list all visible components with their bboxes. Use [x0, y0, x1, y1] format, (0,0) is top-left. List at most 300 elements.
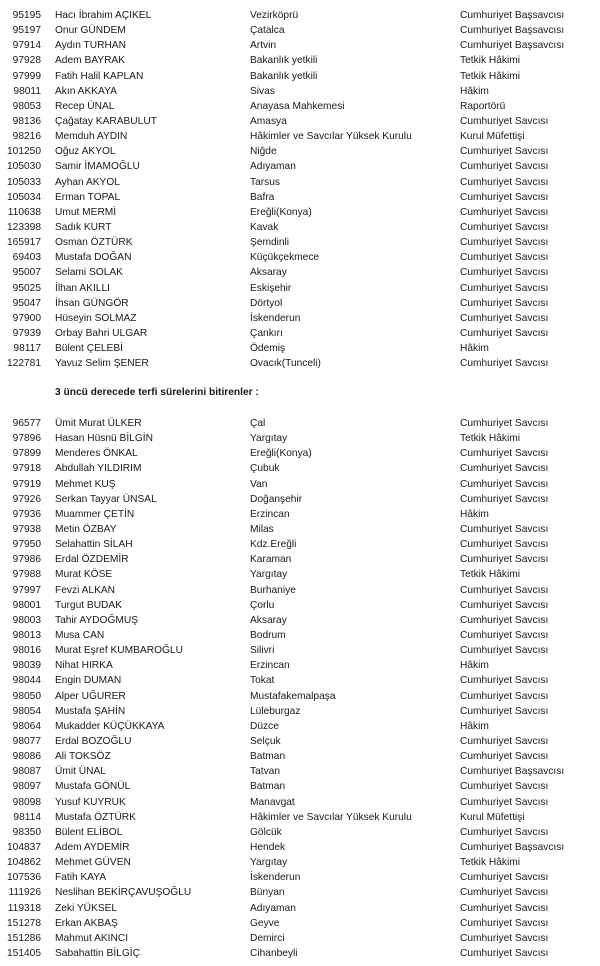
location: Erzincan — [250, 508, 290, 520]
registry-number: 104862 — [7, 857, 41, 869]
person-name: Mukadder KÜÇÜKKAYA — [55, 720, 165, 732]
location: Ödemiş — [250, 343, 286, 355]
table-row — [0, 901, 600, 916]
person-name: Serkan Tayyar ÜNSAL — [55, 493, 157, 505]
registry-number: 69403 — [12, 252, 41, 264]
table-row — [0, 431, 600, 446]
location: Cihanbeyli — [250, 947, 298, 959]
registry-number: 95195 — [12, 10, 41, 21]
table-row — [0, 461, 600, 476]
table-row — [0, 673, 600, 688]
person-name: Çağatay KARABULUT — [55, 115, 157, 127]
table-row — [0, 356, 600, 371]
table-row — [0, 38, 600, 53]
location: Hâkimler ve Savcılar Yüksek Kurulu — [250, 811, 412, 823]
registry-number: 97928 — [12, 55, 41, 67]
person-name: Hacı İbrahim AÇIKEL — [55, 10, 152, 21]
location: Bakanlık yetkili — [250, 55, 318, 67]
registry-number: 98064 — [12, 720, 41, 732]
position-title: Cumhuriyet Savcısı — [460, 418, 549, 429]
registry-number: 97938 — [12, 523, 41, 535]
table-row — [0, 492, 600, 507]
position-title: Cumhuriyet Savcısı — [460, 191, 549, 203]
location: Çorlu — [250, 599, 275, 611]
registry-number: 97896 — [12, 433, 41, 445]
location: Çankırı — [250, 327, 283, 339]
position-title: Hâkim — [460, 85, 489, 97]
location: Yargıtay — [250, 857, 288, 869]
person-name: Mustafa ŞAHİN — [55, 705, 126, 717]
position-title: Hâkim — [460, 660, 489, 672]
position-title: Cumhuriyet Savcısı — [460, 751, 549, 763]
position-title: Cumhuriyet Savcısı — [460, 523, 549, 535]
position-title: Tetkik Hâkimi — [460, 70, 520, 82]
person-name: Mustafa ÖZTÜRK — [55, 811, 136, 823]
person-name: Murat Eşref KUMBAROĞLU — [55, 645, 183, 657]
table-row — [0, 144, 600, 159]
position-title: Cumhuriyet Savcısı — [460, 705, 549, 717]
registry-number: 97997 — [12, 584, 41, 596]
person-name: Mehmet KUŞ — [55, 478, 116, 490]
location: Şemdinli — [250, 237, 290, 249]
position-title: Cumhuriyet Savcısı — [460, 917, 549, 929]
registry-number: 111926 — [8, 887, 41, 899]
person-name: Sabahattin BİLGİÇ — [55, 947, 140, 959]
position-title: Hâkim — [460, 343, 489, 355]
position-title: Cumhuriyet Savcısı — [460, 675, 549, 687]
location: Aksaray — [250, 614, 287, 626]
location: İskenderun — [250, 872, 301, 884]
table-row — [0, 885, 600, 900]
registry-number: 98117 — [13, 343, 41, 355]
table-row — [0, 658, 600, 673]
table-row — [0, 734, 600, 749]
registry-number: 98001 — [12, 599, 41, 611]
position-title: Kurul Müfettişi — [460, 131, 525, 143]
position-title: Cumhuriyet Savcısı — [460, 690, 549, 702]
position-title: Cumhuriyet Savcısı — [460, 115, 549, 127]
registry-number: 97999 — [12, 70, 41, 82]
table-row — [0, 114, 600, 129]
registry-number: 98054 — [12, 705, 41, 717]
position-title: Cumhuriyet Savcısı — [460, 614, 549, 626]
position-title: Cumhuriyet Savcısı — [460, 781, 549, 793]
registry-number: 105034 — [7, 191, 41, 203]
table-row — [0, 296, 600, 311]
position-title: Cumhuriyet Başsavcısı — [460, 766, 565, 778]
position-title: Cumhuriyet Başsavcısı — [460, 841, 565, 853]
registry-number: 97919 — [12, 478, 41, 490]
registry-number: 98053 — [12, 100, 41, 112]
table-row — [0, 522, 600, 537]
person-name: Recep ÜNAL — [55, 100, 115, 112]
position-title: Cumhuriyet Savcısı — [460, 826, 549, 838]
position-title: Cumhuriyet Savcısı — [460, 645, 549, 657]
registry-number: 98097 — [12, 781, 41, 793]
table-row — [0, 23, 600, 38]
table-row — [0, 99, 600, 114]
table-row — [0, 795, 600, 810]
location: Ovacık(Tunceli) — [250, 358, 321, 370]
location: Van — [250, 478, 268, 490]
registry-number: 123398 — [7, 221, 41, 233]
registry-number: 97900 — [12, 312, 41, 324]
position-title: Cumhuriyet Savcısı — [460, 282, 549, 294]
location: Adıyaman — [250, 161, 296, 173]
registry-number: 98350 — [12, 826, 41, 838]
registry-number: 98077 — [12, 735, 41, 747]
table-row — [0, 311, 600, 326]
table-row — [0, 643, 600, 658]
location: Demirci — [250, 932, 285, 944]
table-row — [0, 537, 600, 552]
registry-number: 165917 — [7, 237, 41, 249]
table-row — [0, 129, 600, 144]
registry-number: 98044 — [12, 675, 41, 687]
table-row — [0, 870, 600, 885]
table-row — [0, 250, 600, 265]
position-title: Cumhuriyet Savcısı — [460, 796, 549, 808]
location: Yargıtay — [250, 433, 288, 445]
position-title: Cumhuriyet Savcısı — [460, 206, 549, 218]
person-name: Turgut BUDAK — [55, 599, 122, 611]
location: Bünyan — [250, 887, 285, 899]
position-title: Cumhuriyet Savcısı — [460, 932, 549, 944]
position-title: Cumhuriyet Savcısı — [460, 947, 549, 959]
table-row — [0, 855, 600, 870]
location: Adıyaman — [250, 902, 296, 914]
position-title: Cumhuriyet Savcısı — [460, 297, 549, 309]
registry-number: 97918 — [12, 463, 41, 475]
table-row — [0, 446, 600, 461]
registry-number: 97926 — [12, 493, 41, 505]
location: Erzincan — [250, 660, 290, 672]
person-name: Osman ÖZTÜRK — [55, 237, 133, 249]
location: Batman — [250, 781, 286, 793]
person-name: Nihat HIRKA — [55, 660, 113, 672]
registry-number: 107536 — [7, 872, 41, 884]
location: Hendek — [250, 841, 286, 853]
location: Silivri — [250, 645, 275, 657]
registry-number: 119318 — [7, 902, 41, 914]
table-row — [0, 53, 600, 68]
person-name: Alper UĞURER — [55, 690, 126, 702]
location: Küçükçekmece — [250, 252, 320, 264]
table-row — [0, 205, 600, 220]
registry-number: 98087 — [12, 766, 41, 778]
location: Doğanşehir — [250, 493, 303, 505]
position-title: Cumhuriyet Savcısı — [460, 554, 549, 566]
table-row — [0, 190, 600, 205]
position-title: Cumhuriyet Savcısı — [460, 735, 549, 747]
registry-number: 105033 — [7, 176, 41, 188]
registry-number: 122781 — [7, 358, 41, 370]
person-name: Hasan Hüsnü BİLGİN — [55, 433, 153, 445]
location: Ereğli(Konya) — [250, 448, 312, 460]
table-row — [0, 583, 600, 598]
registry-number: 98039 — [12, 660, 41, 672]
location: Bafra — [250, 191, 275, 203]
person-name: Ayhan AKYOL — [55, 176, 120, 188]
appointment-list-top — [0, 8, 600, 371]
position-title: Cumhuriyet Savcısı — [460, 493, 549, 505]
person-name: Bülent ÇELEBİ — [55, 343, 123, 355]
table-row — [0, 764, 600, 779]
person-name: Oğuz AKYOL — [55, 146, 116, 158]
table-row — [0, 220, 600, 235]
table-row — [0, 159, 600, 174]
position-title: Cumhuriyet Savcısı — [460, 629, 549, 641]
person-name: İlhan AKILLI — [55, 282, 110, 294]
section-heading: 3 üncü derecede terfi sürelerini bitirenler : — [55, 387, 259, 398]
location: Batman — [250, 751, 286, 763]
table-row — [0, 69, 600, 84]
position-title: Tetkik Hâkimi — [460, 857, 520, 869]
registry-number: 151405 — [7, 947, 41, 959]
registry-number: 95047 — [12, 297, 41, 309]
person-name: Mahmut AKINCI — [55, 932, 129, 944]
location: Hâkimler ve Savcılar Yüksek Kurulu — [250, 131, 412, 143]
table-row — [0, 931, 600, 946]
registry-number: 98216 — [12, 131, 41, 143]
registry-number: 96577 — [12, 418, 41, 429]
registry-number: 98003 — [12, 614, 41, 626]
person-name: Adem BAYRAK — [55, 55, 126, 67]
person-name: Samir İMAMOĞLU — [55, 161, 140, 173]
position-title: Cumhuriyet Savcısı — [460, 358, 549, 370]
appointment-list-third-degree — [0, 416, 600, 961]
registry-number: 97986 — [12, 554, 41, 566]
person-name: İhsan GÜNGÖR — [55, 297, 129, 309]
person-name: Ümit ÜNAL — [55, 766, 106, 778]
location: Çatalca — [250, 25, 285, 37]
position-title: Cumhuriyet Savcısı — [460, 872, 549, 884]
registry-number: 97939 — [12, 327, 41, 339]
table-row — [0, 916, 600, 931]
position-title: Cumhuriyet Başsavcısı — [460, 40, 565, 52]
location: Dörtyol — [250, 297, 283, 309]
table-row — [0, 84, 600, 99]
position-title: Cumhuriyet Savcısı — [460, 478, 549, 490]
registry-number: 101250 — [7, 146, 41, 158]
registry-number: 97899 — [12, 448, 41, 460]
person-name: Umut MERMİ — [55, 206, 117, 218]
location: Sivas — [250, 85, 275, 97]
registry-number: 98011 — [13, 85, 41, 97]
registry-number: 95197 — [12, 25, 41, 37]
person-name: Mustafa DOĞAN — [55, 252, 132, 264]
registry-number: 98016 — [12, 645, 41, 657]
person-name: Ali TOKSÖZ — [55, 751, 111, 763]
person-name: Sadık KURT — [55, 221, 112, 233]
person-name: Engin DUMAN — [55, 675, 122, 687]
position-title: Cumhuriyet Başsavcısı — [460, 10, 565, 21]
person-name: Murat KÖSE — [55, 569, 113, 581]
table-row — [0, 613, 600, 628]
person-name: Fevzi ALKAN — [55, 584, 116, 596]
location: Selçuk — [250, 735, 281, 747]
position-title: Cumhuriyet Savcısı — [460, 599, 549, 611]
location: Bakanlık yetkili — [250, 70, 318, 82]
person-name: Tahir AYDOĞMUŞ — [55, 614, 139, 626]
position-title: Cumhuriyet Savcısı — [460, 161, 549, 173]
location: Tokat — [250, 675, 275, 687]
person-name: Erdal BOZOĞLU — [55, 735, 132, 747]
table-row — [0, 341, 600, 356]
registry-number: 98136 — [12, 115, 41, 127]
person-name: Onur GÜNDEM — [55, 25, 126, 37]
position-title: Cumhuriyet Savcısı — [460, 448, 549, 460]
registry-number: 97936 — [12, 508, 41, 520]
position-title: Raportörü — [460, 100, 506, 112]
location: Niğde — [250, 146, 277, 158]
registry-number: 105030 — [7, 161, 41, 173]
table-row — [0, 689, 600, 704]
location: Kdz.Ereğli — [250, 539, 297, 551]
person-name: Zeki YÜKSEL — [55, 902, 118, 914]
location: Eskişehir — [250, 282, 292, 294]
location: İskenderun — [250, 312, 301, 324]
registry-number: 98050 — [12, 690, 41, 702]
table-row — [0, 840, 600, 855]
location: Tarsus — [250, 176, 281, 188]
location: Lüleburgaz — [250, 705, 301, 717]
person-name: Neslihan BEKİRÇAVUŞOĞLU — [55, 887, 192, 899]
person-name: Mustafa GÖNÜL — [55, 781, 131, 793]
table-row — [0, 810, 600, 825]
location: Çal — [250, 418, 266, 429]
location: Milas — [250, 523, 274, 535]
location: Vezirköprü — [250, 10, 299, 21]
table-row — [0, 326, 600, 341]
location: Gölcük — [250, 826, 282, 838]
table-row — [0, 946, 600, 961]
registry-number: 97914 — [12, 40, 41, 52]
position-title: Tetkik Hâkimi — [460, 433, 520, 445]
location: Kavak — [250, 221, 279, 233]
registry-number: 95007 — [12, 267, 41, 279]
location: Amasya — [250, 115, 287, 127]
location: Aksaray — [250, 267, 287, 279]
location: Karaman — [250, 554, 292, 566]
location: Mustafakemalpaşa — [250, 690, 336, 702]
person-name: Fatih KAYA — [55, 872, 107, 884]
person-name: Menderes ÖNKAL — [55, 448, 138, 460]
position-title: Hâkim — [460, 720, 489, 732]
person-name: Bülent ELİBOL — [55, 826, 123, 838]
location: Manavgat — [250, 796, 295, 808]
position-title: Hâkim — [460, 508, 489, 520]
table-row — [0, 175, 600, 190]
registry-number: 97950 — [12, 539, 41, 551]
table-row — [0, 281, 600, 296]
table-row — [0, 779, 600, 794]
table-row — [0, 552, 600, 567]
person-name: Muammer ÇETİN — [55, 508, 135, 520]
table-row — [0, 477, 600, 492]
table-row — [0, 265, 600, 280]
position-title: Cumhuriyet Savcısı — [460, 267, 549, 279]
location: Anayasa Mahkemesi — [250, 100, 345, 112]
table-row — [0, 628, 600, 643]
person-name: Metin ÖZBAY — [55, 523, 117, 535]
person-name: Selahattin SİLAH — [55, 539, 133, 551]
position-title: Cumhuriyet Savcısı — [460, 237, 549, 249]
position-title: Cumhuriyet Savcısı — [460, 584, 549, 596]
person-name: Mehmet GÜVEN — [55, 857, 131, 869]
person-name: Memduh AYDIN — [55, 131, 128, 143]
location: Ereğli(Konya) — [250, 206, 312, 218]
registry-number: 97988 — [12, 569, 41, 581]
registry-number: 98114 — [13, 811, 41, 823]
person-name: Aydın TURHAN — [55, 40, 126, 52]
person-name: Erman TOPAL — [55, 191, 121, 203]
table-row — [0, 507, 600, 522]
position-title: Cumhuriyet Savcısı — [460, 887, 549, 899]
person-name: Ümit Murat ÜLKER — [55, 418, 142, 429]
table-row — [0, 598, 600, 613]
registry-number: 98086 — [12, 751, 41, 763]
table-row — [0, 567, 600, 582]
location: Artvin — [250, 40, 277, 52]
location: Geyve — [250, 917, 280, 929]
position-title: Tetkik Hâkimi — [460, 55, 520, 67]
person-name: Erdal ÖZDEMİR — [55, 554, 129, 566]
person-name: Akın AKKAYA — [55, 85, 117, 97]
registry-number: 151286 — [7, 932, 41, 944]
person-name: Yavuz Selim ŞENER — [55, 358, 149, 370]
location: Bodrum — [250, 629, 286, 641]
position-title: Cumhuriyet Savcısı — [460, 146, 549, 158]
person-name: Musa CAN — [55, 629, 105, 641]
location: Düzce — [250, 720, 279, 732]
registry-number: 104837 — [7, 841, 41, 853]
position-title: Cumhuriyet Savcısı — [460, 902, 549, 914]
position-title: Kurul Müfettişi — [460, 811, 525, 823]
position-title: Tetkik Hâkimi — [460, 569, 520, 581]
table-row — [0, 8, 600, 23]
person-name: Fatih Halil KAPLAN — [55, 70, 144, 82]
registry-number: 110638 — [7, 206, 41, 218]
position-title: Cumhuriyet Savcısı — [460, 327, 549, 339]
position-title: Cumhuriyet Savcısı — [460, 539, 549, 551]
table-row — [0, 825, 600, 840]
registry-number: 95025 — [12, 282, 41, 294]
position-title: Cumhuriyet Savcısı — [460, 221, 549, 233]
location: Burhaniye — [250, 584, 296, 596]
registry-number: 98013 — [12, 629, 41, 641]
position-title: Cumhuriyet Başsavcısı — [460, 25, 565, 37]
registry-number: 151278 — [7, 917, 41, 929]
person-name: Abdullah YILDIRIM — [55, 463, 142, 475]
location: Tatvan — [250, 766, 281, 778]
table-row — [0, 719, 600, 734]
person-name: Erkan AKBAŞ — [55, 917, 118, 929]
person-name: Yusuf KUYRUK — [55, 796, 126, 808]
person-name: Hüseyin SOLMAZ — [55, 312, 137, 324]
position-title: Cumhuriyet Savcısı — [460, 312, 549, 324]
person-name: Selami SOLAK — [55, 267, 123, 279]
registry-number: 98098 — [12, 796, 41, 808]
person-name: Orbay Bahri ULGAR — [55, 327, 148, 339]
person-name: Adem AYDEMİR — [55, 841, 130, 853]
table-row — [0, 749, 600, 764]
location: Çubuk — [250, 463, 280, 475]
position-title: Cumhuriyet Savcısı — [460, 463, 549, 475]
table-row — [0, 235, 600, 250]
table-row — [0, 416, 600, 431]
location: Yargıtay — [250, 569, 288, 581]
